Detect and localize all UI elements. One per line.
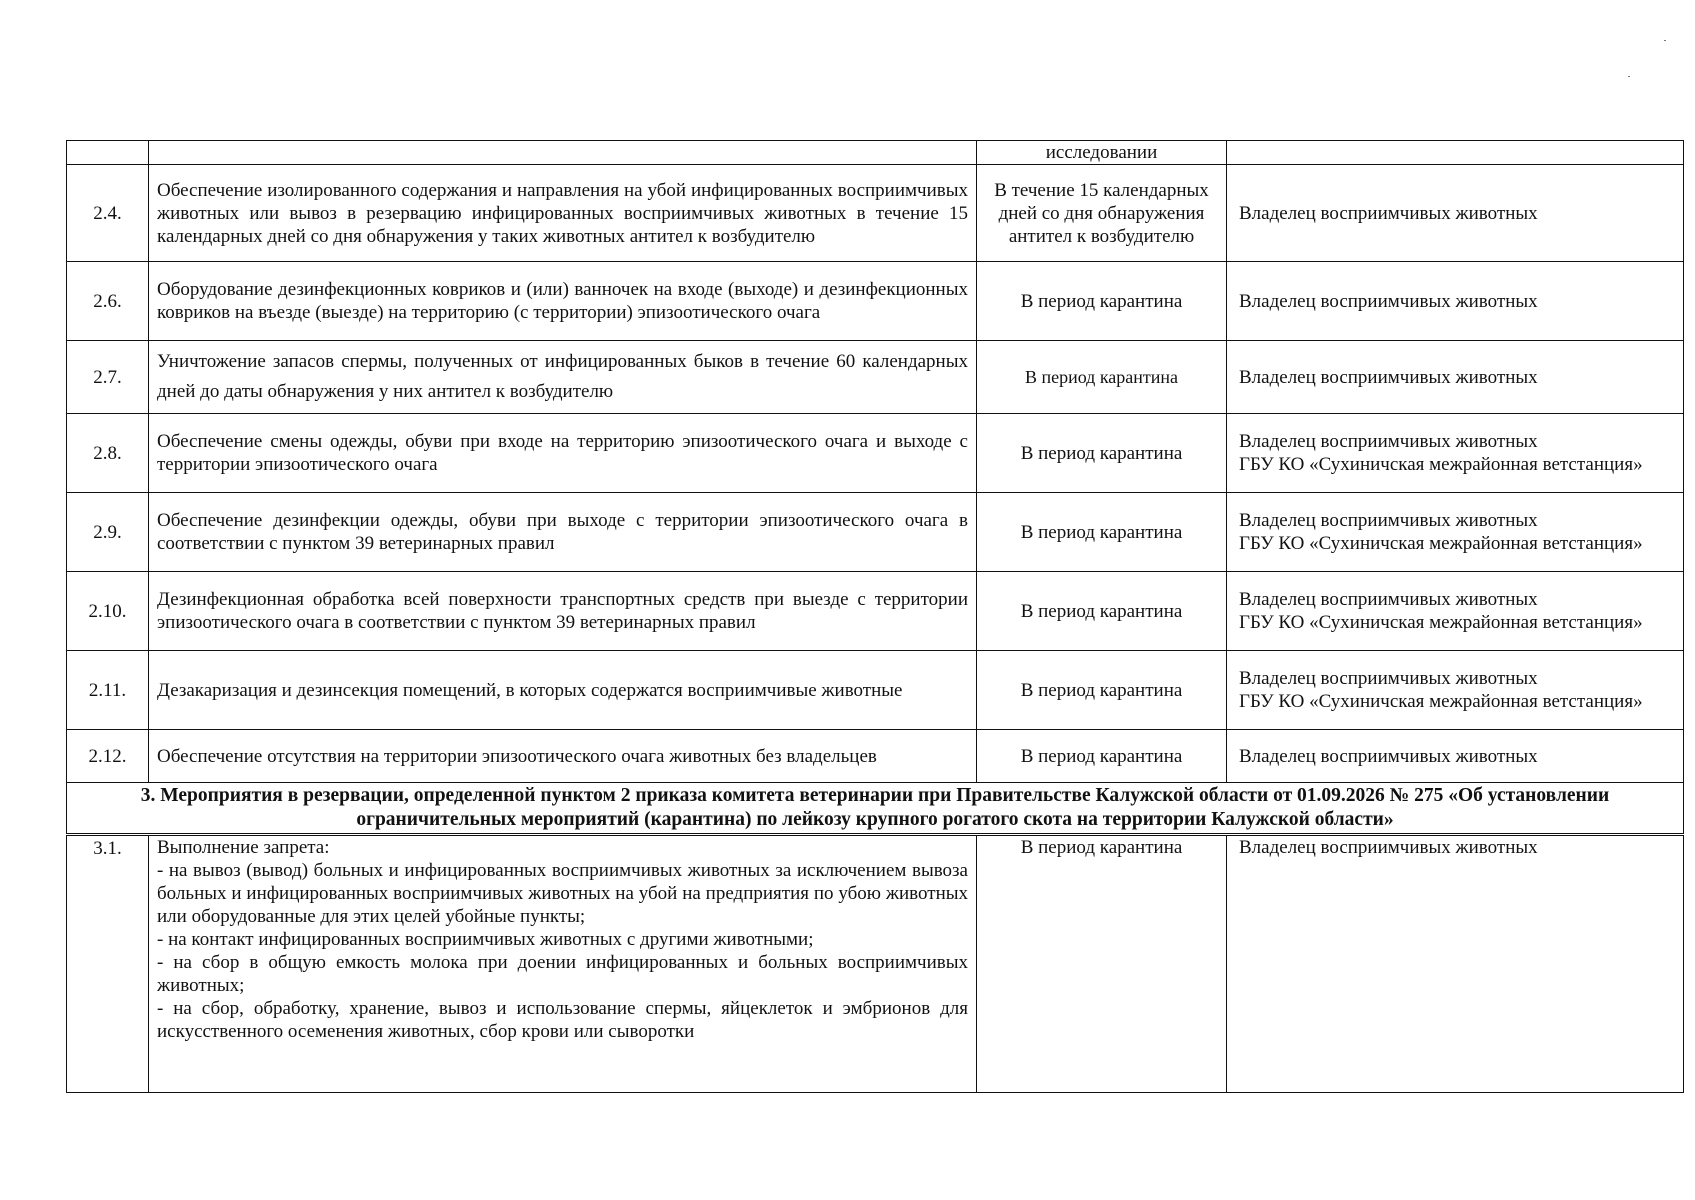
row-description-cell: Обеспечение дезинфекции одежды, обуви при выходе с территории эпизоотического очага в соответствии с пунктом 39 ветеринарных правил xyxy=(149,493,977,572)
row-description-cell: Обеспечение изолированного содержания и направления на убой инфицированных восприимчивых животных или вывоз в резервацию инфицированных восприимчивых животных в течение 15 календарных дней со дня обнаружения у таких животных антител к возбудителю xyxy=(149,165,977,262)
row-responsible-cell xyxy=(1227,493,1684,572)
row-responsible-cell xyxy=(1227,651,1684,730)
row-term-cell: В период карантина xyxy=(977,572,1227,651)
table-row xyxy=(67,341,1684,414)
row-term-cell: В течение 15 календарных дней со дня обнаружения антител к возбудителю xyxy=(977,165,1227,262)
row-number-cell: 2.6. xyxy=(67,262,149,341)
responsible-party: ГБУ КО «Сухиничская межрайонная ветстанция» xyxy=(1239,454,1643,475)
responsible-party: ГБУ КО «Сухиничская межрайонная ветстанция» xyxy=(1239,612,1643,633)
section-heading: 3. Мероприятия в резервации, определенной пунктом 2 приказа комитета ветеринарии при Правительстве Калужской области от 01.09.2026 № 275 «Об установлении ограничительных мероприятий (карантина) по лейкозу крупного рогатого скота на территории Калужской области» xyxy=(67,783,1684,835)
table-row xyxy=(67,493,1684,572)
row-term-cell: В период карантина xyxy=(977,651,1227,730)
responsible-party: ГБУ КО «Сухиничская межрайонная ветстанция» xyxy=(1239,691,1643,712)
row-responsible-cell xyxy=(1227,141,1684,165)
scan-speck xyxy=(1628,76,1630,77)
row-description-cell: Дезинфекционная обработка всей поверхности транспортных средств при выезде с территории эпизоотического очага в соответствии с пунктом 39 ветеринарных правил xyxy=(149,572,977,651)
row-responsible-cell xyxy=(1227,262,1684,341)
row-term-cell: исследовании xyxy=(977,141,1227,165)
prohibition-item: - на сбор, обработку, хранение, вывоз и использование спермы, яйцеклеток и эмбрионов для искусственного осеменения животных, сбор крови или сыворотки xyxy=(157,998,968,1042)
table-row xyxy=(67,572,1684,651)
responsible-party: Владелец восприимчивых животных xyxy=(1239,290,1538,312)
row-description-cell: Обеспечение смены одежды, обуви при входе на территорию эпизоотического очага и выходе с территории эпизоотического очага xyxy=(149,414,977,493)
prohibition-item: - на сбор в общую емкость молока при доении инфицированных и больных восприимчивых животных; xyxy=(157,952,968,996)
row-term-cell: В период карантина xyxy=(977,262,1227,341)
row-number-cell: 2.11. xyxy=(67,651,149,730)
prohibition-item: - на контакт инфицированных восприимчивых животных с другими животными; xyxy=(157,929,814,950)
table-row xyxy=(67,651,1684,730)
responsible-party: Владелец восприимчивых животных xyxy=(1239,431,1538,452)
section-heading-row xyxy=(67,783,1684,835)
row-number-cell xyxy=(67,141,149,165)
row-description-cell xyxy=(149,141,977,165)
scan-speck xyxy=(1664,40,1666,41)
row-responsible-cell xyxy=(1227,341,1684,414)
table-row xyxy=(67,262,1684,341)
row-number-cell: 2.10. xyxy=(67,572,149,651)
row-responsible-cell xyxy=(1227,165,1684,262)
measures-table xyxy=(66,140,1684,1093)
table-row xyxy=(67,165,1684,262)
row-term-cell: В период карантина xyxy=(977,414,1227,493)
prohibition-item: - на вывоз (вывод) больных и инфицированных восприимчивых животных за исключением вывоза больных и инфицированных восприимчивых животных на убой на предприятия по убою животных или оборудованные для этих целей убойные пункты; xyxy=(157,860,968,927)
row-description-cell: Обеспечение отсутствия на территории эпизоотического очага животных без владельцев xyxy=(149,730,977,783)
row-term-cell: В период карантина xyxy=(977,493,1227,572)
row-description-cell: Дезакаризация и дезинсекция помещений, в которых содержатся восприимчивые животные xyxy=(149,651,977,730)
responsible-party: Владелец восприимчивых животных xyxy=(1239,589,1538,610)
row-responsible-cell xyxy=(1227,730,1684,783)
row-responsible-cell: Владелец восприимчивых животных xyxy=(1227,835,1684,1093)
row-number-cell: 3.1. xyxy=(67,835,149,1093)
row-description-cell: Оборудование дезинфекционных ковриков и (или) ванночек на входе (выходе) и дезинфекционных ковриков на въезде (выезде) на территорию (с территории) эпизоотического очага xyxy=(149,262,977,341)
row-term-cell: В период карантина xyxy=(977,341,1227,414)
row-number-cell: 2.12. xyxy=(67,730,149,783)
responsible-party: Владелец восприимчивых животных xyxy=(1239,366,1538,388)
responsible-party: Владелец восприимчивых животных xyxy=(1239,745,1538,767)
responsible-party: Владелец восприимчивых животных xyxy=(1239,510,1538,531)
row-responsible-cell xyxy=(1227,572,1684,651)
responsible-party: Владелец восприимчивых животных xyxy=(1239,202,1538,224)
row-description-cell: Уничтожение запасов спермы, полученных от инфицированных быков в течение 60 календарных дней до даты обнаружения у них антител к возбудителю xyxy=(149,341,977,414)
responsible-party: Владелец восприимчивых животных xyxy=(1239,668,1538,689)
table-row xyxy=(67,835,1684,1093)
row-description-cell xyxy=(149,835,977,1093)
row-responsible-cell xyxy=(1227,414,1684,493)
responsible-party: ГБУ КО «Сухиничская межрайонная ветстанция» xyxy=(1239,533,1643,554)
prohibition-intro: Выполнение запрета: xyxy=(157,837,330,858)
row-number-cell: 2.8. xyxy=(67,414,149,493)
table-row xyxy=(67,730,1684,783)
table-row xyxy=(67,414,1684,493)
row-term-cell: В период карантина xyxy=(977,835,1227,1093)
row-term-cell: В период карантина xyxy=(977,730,1227,783)
row-number-cell: 2.4. xyxy=(67,165,149,262)
row-number-cell: 2.9. xyxy=(67,493,149,572)
table-row-continuation xyxy=(67,141,1684,165)
row-number-cell: 2.7. xyxy=(67,341,149,414)
